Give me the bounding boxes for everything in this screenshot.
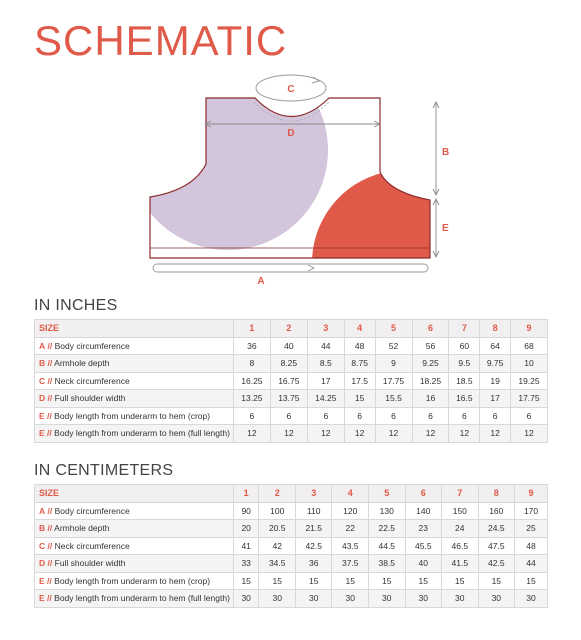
arrow-icon — [308, 265, 314, 271]
measurement-value: 44 — [307, 337, 344, 355]
measurement-separator: // — [47, 558, 53, 569]
centimeters-table — [34, 484, 548, 608]
measurement-value: 6 — [307, 407, 344, 425]
measurement-value: 15 — [233, 572, 259, 590]
measurement-letter: B — [39, 523, 46, 534]
table-row — [35, 572, 548, 590]
measurement-value: 120 — [332, 502, 369, 520]
measurement-value: 15 — [515, 572, 548, 590]
measurement-value: 17.75 — [375, 372, 412, 390]
table-row — [35, 425, 548, 443]
measurement-value: 30 — [515, 590, 548, 608]
measurement-letter: D — [39, 393, 46, 404]
measurement-value: 34.5 — [259, 555, 296, 573]
measurement-value: 6 — [412, 407, 449, 425]
measurement-value: 48 — [344, 337, 375, 355]
measurement-value: 12 — [375, 425, 412, 443]
table-row — [35, 372, 548, 390]
size-header: SIZE — [35, 320, 234, 338]
measurement-letter: B — [39, 358, 46, 369]
measurement-value: 44 — [515, 555, 548, 573]
measurement-value: 16 — [412, 390, 449, 408]
measurement-value: 13.25 — [233, 390, 270, 408]
body-shading-red — [312, 170, 498, 300]
measurement-label — [35, 590, 234, 608]
measurement-label — [35, 372, 234, 390]
measurement-value: 46.5 — [442, 537, 479, 555]
size-5-header: 5 — [375, 320, 412, 338]
measurement-value: 30 — [442, 590, 479, 608]
measurement-value: 6 — [344, 407, 375, 425]
size-3-header: 3 — [307, 320, 344, 338]
measurement-letter: E — [39, 428, 45, 439]
measurement-separator: // — [47, 593, 52, 604]
measurement-value: 110 — [295, 502, 332, 520]
measurement-value: 60 — [449, 337, 480, 355]
size-7-header: 7 — [449, 320, 480, 338]
label-e: E — [442, 223, 449, 234]
measurement-value: 10 — [510, 355, 547, 373]
measurement-value: 9 — [375, 355, 412, 373]
measurement-value: 6 — [375, 407, 412, 425]
measurement-value: 64 — [480, 337, 511, 355]
table-row — [35, 337, 548, 355]
measurement-value: 42.5 — [478, 555, 515, 573]
body-circumference-line — [153, 264, 428, 272]
measurement-separator: // — [47, 523, 53, 534]
measurement-value: 18.5 — [449, 372, 480, 390]
measurement-value: 16.5 — [449, 390, 480, 408]
measurement-name: Body circumference — [54, 505, 130, 516]
measurement-value: 42.5 — [295, 537, 332, 555]
measurement-value: 150 — [442, 502, 479, 520]
measurement-value: 24.5 — [478, 520, 515, 538]
measurement-value: 15.5 — [375, 390, 412, 408]
measurement-value: 22.5 — [369, 520, 406, 538]
measurement-value: 15 — [405, 572, 442, 590]
measurement-label — [35, 390, 234, 408]
measurement-value: 19 — [480, 372, 511, 390]
centimeters-heading: IN CENTIMETERS — [34, 462, 174, 479]
measurement-label — [35, 502, 234, 520]
measurement-value: 15 — [344, 390, 375, 408]
measurement-name: Body circumference — [54, 340, 130, 351]
table-row — [35, 390, 548, 408]
measurement-name: Body length from underarm to hem (full length) — [54, 593, 230, 604]
measurement-value: 17 — [307, 372, 344, 390]
inches-table — [34, 319, 548, 443]
measurement-value: 36 — [233, 337, 270, 355]
size-2-header: 2 — [259, 485, 296, 503]
measurement-separator: // — [47, 540, 53, 551]
measurement-value: 48 — [515, 537, 548, 555]
measurement-name: Armhole depth — [54, 358, 110, 369]
measurement-value: 12 — [270, 425, 307, 443]
measurement-value: 38.5 — [369, 555, 406, 573]
measurement-name: Full shoulder width — [54, 558, 126, 569]
measurement-name: Full shoulder width — [54, 393, 126, 404]
measurement-letter: A — [39, 505, 46, 516]
size-header: SIZE — [35, 485, 234, 503]
measurement-letter: C — [39, 540, 46, 551]
measurement-value: 30 — [405, 590, 442, 608]
body-shading-light — [128, 50, 328, 250]
measurement-value: 9.25 — [412, 355, 449, 373]
measurement-value: 30 — [478, 590, 515, 608]
measurement-value: 68 — [510, 337, 547, 355]
measurement-value: 41 — [233, 537, 259, 555]
measurement-value: 23 — [405, 520, 442, 538]
measurement-value: 16.25 — [233, 372, 270, 390]
measurement-value: 17 — [480, 390, 511, 408]
size-8-header: 8 — [480, 320, 511, 338]
size-7-header: 7 — [442, 485, 479, 503]
measurement-letter: E — [39, 593, 45, 604]
table-row — [35, 537, 548, 555]
measurement-value: 36 — [295, 555, 332, 573]
measurement-value: 17.5 — [344, 372, 375, 390]
measurement-value: 22 — [332, 520, 369, 538]
measurement-value: 12 — [233, 425, 270, 443]
size-3-header: 3 — [295, 485, 332, 503]
measurement-value: 15 — [259, 572, 296, 590]
size-1-header: 1 — [233, 485, 259, 503]
table-header-row — [35, 320, 548, 338]
measurement-separator: // — [47, 358, 53, 369]
measurement-separator: // — [47, 575, 52, 586]
table-header-row — [35, 485, 548, 503]
measurement-value: 15 — [332, 572, 369, 590]
measurement-value: 12 — [344, 425, 375, 443]
measurement-value: 12 — [510, 425, 547, 443]
size-6-header: 6 — [405, 485, 442, 503]
measurement-value: 15 — [442, 572, 479, 590]
measurement-value: 12 — [480, 425, 511, 443]
measurement-value: 25 — [515, 520, 548, 538]
measurement-value: 40 — [270, 337, 307, 355]
measurement-name: Armhole depth — [54, 523, 110, 534]
measurement-value: 43.5 — [332, 537, 369, 555]
measurement-value: 30 — [295, 590, 332, 608]
measurement-letter: E — [39, 575, 45, 586]
measurement-value: 9.75 — [480, 355, 511, 373]
measurement-value: 6 — [480, 407, 511, 425]
measurement-value: 160 — [478, 502, 515, 520]
measurement-value: 100 — [259, 502, 296, 520]
size-2-header: 2 — [270, 320, 307, 338]
size-5-header: 5 — [369, 485, 406, 503]
measurement-name: Body length from underarm to hem (crop) — [54, 575, 211, 586]
measurement-label — [35, 337, 234, 355]
measurement-value: 6 — [449, 407, 480, 425]
table-row — [35, 407, 548, 425]
measurement-label — [35, 572, 234, 590]
measurement-value: 15 — [295, 572, 332, 590]
measurement-label — [35, 425, 234, 443]
size-8-header: 8 — [478, 485, 515, 503]
size-9-header: 9 — [515, 485, 548, 503]
measurement-value: 40 — [405, 555, 442, 573]
measurement-separator: // — [47, 410, 52, 421]
measurement-label — [35, 520, 234, 538]
size-9-header: 9 — [510, 320, 547, 338]
measurement-value: 6 — [510, 407, 547, 425]
measurement-name: Body length from underarm to hem (full length) — [54, 428, 230, 439]
measurement-letter: E — [39, 410, 45, 421]
label-b: B — [442, 147, 450, 158]
measurement-value: 44.5 — [369, 537, 406, 555]
measurement-name: Body length from underarm to hem (crop) — [54, 410, 211, 421]
measurement-name: Neck circumference — [54, 375, 130, 386]
measurement-value: 30 — [259, 590, 296, 608]
measurement-value: 12 — [449, 425, 480, 443]
measurement-separator: // — [47, 505, 53, 516]
measurement-value: 17.75 — [510, 390, 547, 408]
measurement-value: 52 — [375, 337, 412, 355]
measurement-value: 9.5 — [449, 355, 480, 373]
measurement-value: 30 — [369, 590, 406, 608]
measurement-letter: C — [39, 375, 46, 386]
measurement-value: 12 — [307, 425, 344, 443]
measurement-label — [35, 355, 234, 373]
measurement-value: 15 — [478, 572, 515, 590]
size-1-header: 1 — [233, 320, 270, 338]
measurement-value: 45.5 — [405, 537, 442, 555]
measurement-label — [35, 537, 234, 555]
measurement-value: 33 — [233, 555, 259, 573]
measurement-name: Neck circumference — [54, 540, 130, 551]
measurement-value: 8.5 — [307, 355, 344, 373]
measurement-value: 140 — [405, 502, 442, 520]
measurement-value: 47.5 — [478, 537, 515, 555]
measurement-value: 37.5 — [332, 555, 369, 573]
measurement-value: 8 — [233, 355, 270, 373]
measurement-value: 130 — [369, 502, 406, 520]
measurement-value: 170 — [515, 502, 548, 520]
size-6-header: 6 — [412, 320, 449, 338]
measurement-value: 18.25 — [412, 372, 449, 390]
label-c: C — [287, 84, 295, 95]
measurement-value: 16.75 — [270, 372, 307, 390]
measurement-separator: // — [47, 393, 53, 404]
measurement-value: 19.25 — [510, 372, 547, 390]
measurement-value: 20.5 — [259, 520, 296, 538]
table-row — [35, 502, 548, 520]
measurement-label — [35, 555, 234, 573]
inches-heading: IN INCHES — [34, 297, 118, 314]
label-d: D — [287, 128, 295, 139]
label-a: A — [257, 276, 265, 287]
measurement-separator: // — [47, 428, 52, 439]
measurement-value: 30 — [233, 590, 259, 608]
measurement-value: 13.75 — [270, 390, 307, 408]
measurement-value: 42 — [259, 537, 296, 555]
measurement-value: 20 — [233, 520, 259, 538]
measurement-value: 15 — [369, 572, 406, 590]
measurement-value: 14.25 — [307, 390, 344, 408]
table-row — [35, 355, 548, 373]
measurement-value: 30 — [332, 590, 369, 608]
table-row — [35, 590, 548, 608]
measurement-value: 56 — [412, 337, 449, 355]
measurement-label — [35, 407, 234, 425]
measurement-value: 8.75 — [344, 355, 375, 373]
table-row — [35, 520, 548, 538]
measurement-separator: // — [47, 375, 53, 386]
page-title: SCHEMATIC — [34, 17, 288, 64]
measurement-value: 6 — [233, 407, 270, 425]
measurement-value: 8.25 — [270, 355, 307, 373]
table-row — [35, 555, 548, 573]
measurement-value: 41.5 — [442, 555, 479, 573]
garment-schematic — [0, 0, 581, 300]
size-4-header: 4 — [332, 485, 369, 503]
measurement-value: 6 — [270, 407, 307, 425]
measurement-value: 21.5 — [295, 520, 332, 538]
measurement-letter: A — [39, 340, 46, 351]
measurement-separator: // — [47, 340, 53, 351]
measurement-value: 24 — [442, 520, 479, 538]
measurement-value: 90 — [233, 502, 259, 520]
size-4-header: 4 — [344, 320, 375, 338]
measurement-letter: D — [39, 558, 46, 569]
measurement-value: 12 — [412, 425, 449, 443]
